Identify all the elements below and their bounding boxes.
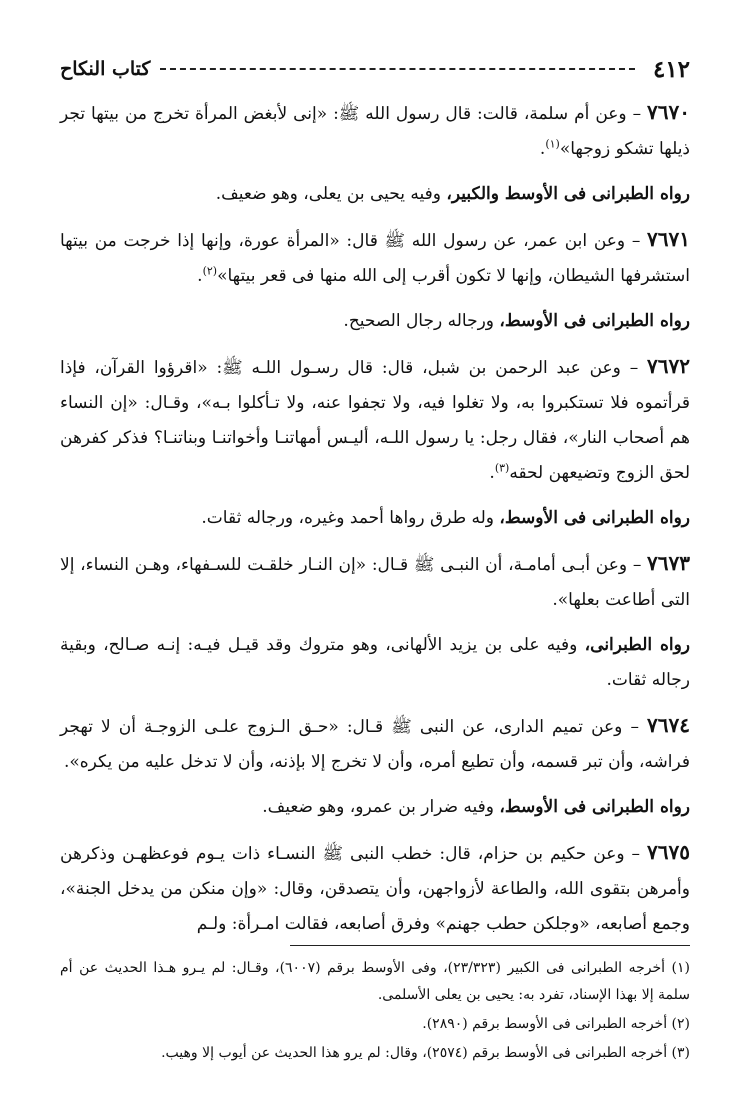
footnote-ref: (٢) bbox=[202, 264, 218, 278]
source-rest: وفيه ضرار بن عمرو، وهو ضعيف. bbox=[262, 797, 500, 817]
hadith-7671-source bbox=[60, 304, 690, 339]
book-title: كتاب النكاح bbox=[60, 58, 151, 80]
hadith-text: – وعن أم سلمة، قالت: قال رسول الله ﷺ: «إنى لأبغض المرأة تخرج من بيتها تجر ذيلها تشكو زوجها» bbox=[60, 104, 690, 159]
hadith-7673-source bbox=[60, 628, 690, 698]
footnote-2: (٢) أخرجه الطبرانى فى الأوسط برقم (٢٨٩٠). bbox=[422, 1016, 690, 1032]
hadith-text: – وعن عبد الرحمن بن شبل، قال: قال رسـول اللـه ﷺ: «اقرؤوا القرآن، فإذا قرأتموه فلا تستكبروا به، ولا تغلوا فيه، ولا تجفوا عنه، ولا تـأكلوا بـه»، وقـال: «إن النساء هم أصحاب النار»، فقال رجل: يا رسول اللـه، أليـس أمهاتنـا وأخواتنـا وبناتنـا؟ فذكر كفرهن لحق الزوج وتضيعهن لحقه bbox=[60, 358, 690, 483]
hadith-7674 bbox=[60, 708, 690, 780]
hadith-7674-source bbox=[60, 790, 690, 825]
source-bold: رواه الطبرانى فى الأوسط والكبير، bbox=[446, 184, 690, 204]
source-bold: رواه الطبرانى فى الأوسط، bbox=[499, 797, 690, 817]
footnote-3: (٣) أخرجه الطبرانى فى الأوسط برقم (٢٥٧٤)، وقال: لم يرو هذا الحديث عن أيوب إلا وهيب. bbox=[161, 1045, 690, 1061]
hadith-text: – وعن أبـى أمامـة، أن النبـى ﷺ قـال: «إن النـار خلقـت للسـفهاء، وهـن النساء، إلا التى أطاعت بعلها». bbox=[60, 555, 690, 610]
hadith-7672: ٧٦٧٢ – وعن عبد الرحمن بن شبل، قال: قال رسـول اللـه ﷺ: «اقرؤوا القرآن، فإذا قرأتموه فلا تستكبروا به، ولا تغلوا فيه، ولا تجفوا عنه، ولا تـأكلوا بـه»، وقـال: «إن النساء هم أصحاب النار»، فقال رجل: يا رسول اللـه، أليـس أمهاتنـا وأخواتنـا وبناتنـا؟ فذكر كفرهن لحق الزوج وتضيعهن لحقه$^{(٣)}$. bbox=[60, 354, 690, 483]
hadith-7670-source bbox=[60, 177, 690, 212]
page-header bbox=[60, 52, 690, 86]
footnotes bbox=[60, 955, 690, 1069]
hadith-7675 bbox=[60, 835, 690, 942]
hadith-number: ٧٦٧٣ bbox=[647, 551, 690, 575]
source-rest: وله طرق رواها أحمد وغيره، ورجاله ثقات. bbox=[201, 508, 500, 528]
hadith-number: ٧٦٧٢ bbox=[647, 354, 690, 378]
footnote-separator bbox=[290, 945, 690, 946]
header-dashed-rule bbox=[160, 68, 635, 70]
hadith-7672-source bbox=[60, 501, 690, 536]
page-number: ٤١٢ bbox=[652, 55, 690, 83]
footnote-1: (١) أخرجه الطبرانى فى الكبير (٢٣/٣٢٣)، وفى الأوسط برقم (٦٠٠٧)، وقـال: لم يـرو هـذا الحديث عن أم سلمة إلا بهذا الإسناد، تفرد به: يحيى بن يعلى الأسلمى. bbox=[60, 960, 690, 1003]
source-bold: رواه الطبرانى، bbox=[584, 635, 691, 655]
footnote-ref: (١) bbox=[545, 137, 560, 151]
footnote-ref: (٣) bbox=[494, 461, 510, 475]
hadith-number: ٧٦٧٥ bbox=[647, 840, 690, 864]
hadith-number: ٧٦٧٤ bbox=[647, 713, 690, 737]
hadith-text: – وعن تميم الدارى، عن النبى ﷺ قـال: «حـق الـزوج علـى الزوجـة أن لا تهجر فراشه، وأن تبر قسمه، وأن تطيع أمره، وأن لا تخرج إلا بإذنه، وأن لا تدخل عليه من يكره». bbox=[60, 717, 690, 772]
hadith-7671: ٧٦٧١ – وعن ابن عمر، عن رسول الله ﷺ قال: «المرأة عورة، وإنها إذا خرجت من بيتها استشرفها الشيطان، وإنها لا تكون أقرب إلى الله منها فى قعر بيتها»$^{(٢)}$. bbox=[60, 227, 690, 286]
source-rest: وفيه على بن يزيد الألهانى، وهو متروك وقد قيـل فيـه: إنـه صـالح، وبقية رجاله ثقات. bbox=[60, 635, 690, 690]
hadith-text: – وعن حكيم بن حزام، قال: خطب النبى ﷺ النسـاء ذات يـوم فوعظهـن وذكرهن وأمرهن بتقوى الله، والطاعة لأزواجهن، وأن يتصدقن، وقال: «وإن منكن من يدخل الجنة»، وجمع أصابعه، «وجلكن حطب جهنم» وفرق أصابعه، فقالت امـرأة: ولـم bbox=[60, 844, 690, 934]
hadith-7670: ٧٦٧٠ – وعن أم سلمة، قالت: قال رسول الله ﷺ: «إنى لأبغض المرأة تخرج من بيتها تجر ذيلها تشكو زوجها»$^{(١)}$. bbox=[60, 100, 690, 159]
source-rest: ورجاله رجال الصحيح. bbox=[343, 311, 500, 331]
source-bold: رواه الطبرانى فى الأوسط، bbox=[499, 508, 690, 528]
hadith-number: ٧٦٧١ bbox=[647, 227, 690, 251]
hadith-number: ٧٦٧٠ bbox=[647, 100, 690, 124]
source-rest: وفيه يحيى بن يعلى، وهو ضعيف. bbox=[215, 184, 447, 204]
hadith-7673 bbox=[60, 546, 690, 618]
hadith-text: – وعن ابن عمر، عن رسول الله ﷺ قال: «المرأة عورة، وإنها إذا خرجت من بيتها استشرفها الشيطان، وإنها لا تكون أقرب إلى الله منها فى قعر بيتها» bbox=[60, 231, 690, 286]
source-bold: رواه الطبرانى فى الأوسط، bbox=[499, 311, 690, 331]
page-body bbox=[60, 95, 690, 952]
